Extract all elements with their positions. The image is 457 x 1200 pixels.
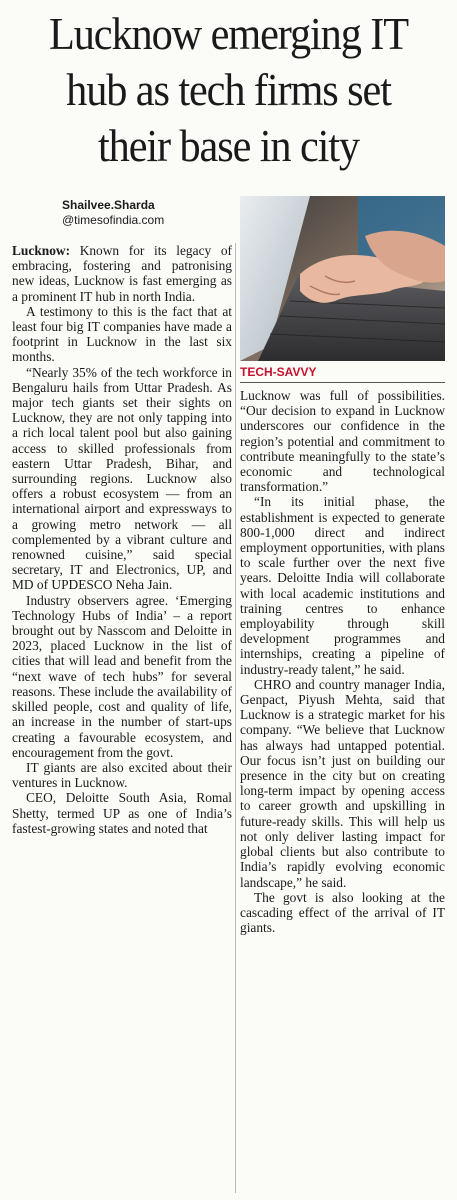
caption-rule — [240, 382, 445, 383]
byline-source: @timesofindia.com — [62, 213, 165, 227]
byline-author: Shailvee.Sharda — [62, 198, 155, 212]
article-column-right — [240, 388, 445, 935]
article-paragraph: CEO, Deloitte South Asia, Romal Shetty, termed UP as one of India’s fastest-growing states and noted that — [12, 790, 232, 836]
article-paragraph: Industry observers agree. ‘Emerging Technology Hubs of India’ – a report brought out by Nasscom and Deloitte in 2023, placed Lucknow in the list of cities that will lead and benefit from the “next wave of tech hubs” for several reasons. These include the availability of skilled people, cost and quality of life, an increase in the number of start-ups creating a favourable ecosystem, and encouragement from the govt. — [12, 592, 232, 760]
headline: Lucknow emerging IT hub as tech firms set their base in city — [48, 8, 409, 171]
article-paragraph — [12, 243, 232, 304]
article-column-left — [12, 243, 232, 836]
column-divider — [235, 243, 236, 1193]
article-paragraph: CHRO and country manager India, Genpact, Piyush Mehta, said that Lucknow is a strategic market for his company. “We believe that Lucknow has always had untapped potential. Our focus isn’t just on building our presence in the city but on creating long-term impact by opening access to career growth and upskilling in future-ready skills. This will help us not only deliver lasting impact for global clients but also contribute to India’s rapidly evolving economic landscape,” he said. — [240, 676, 445, 890]
article-paragraph: “Nearly 35% of the tech workforce in Bengaluru hails from Uttar Pradesh. As major tech giants set their sights on Lucknow, they are not only tapping into a rich local talent pool but also gaining access to skilled professionals from eastern Uttar Pradesh, Bihar, and surrounding regions. Lucknow also offers a robust ecosystem — from an international airport and expressways to a growing metro network — all complemented by a vibrant culture and renowned cuisine,” said special secretary, IT and Electronics, UP, and MD of UPDESCO Neha Jain. — [12, 364, 232, 593]
byline — [62, 198, 222, 228]
laptop-photo-illustration — [240, 196, 445, 361]
article-paragraph: “In its initial phase, the establishment is expected to generate 800-1,000 direct and indirect employment opportunities, with plans to scale further over the next five years. Deloitte India will collaborate with local academic institutions and training centres to enhance employability through skill development programmes and internships, creating a pipeline of industry-ready talent,” he said. — [240, 494, 445, 677]
paragraph-text: Known for its legacy of embracing, fostering and patronising new ideas, Lucknow is fast emerging as a prominent IT hub in north India. — [12, 243, 232, 304]
photo-caption-tag: TECH-SAVVY — [240, 365, 317, 379]
article-paragraph: The govt is also looking at the cascading effect of the arrival of IT giants. — [240, 889, 445, 936]
laptop-typing-photo — [240, 196, 445, 361]
article-paragraph: A testimony to this is the fact that at least four big IT companies have made a footprint in Lucknow in the last six months. — [12, 303, 232, 365]
dateline: Lucknow: — [12, 243, 71, 258]
article-paragraph: Lucknow was full of possibilities. “Our decision to expand in Lucknow underscores our confidence in the region’s potential and commitment to contribute meaningfully to the state’s economic and technological transformation.” — [240, 388, 445, 495]
article-paragraph: IT giants are also excited about their ventures in Lucknow. — [12, 759, 232, 791]
